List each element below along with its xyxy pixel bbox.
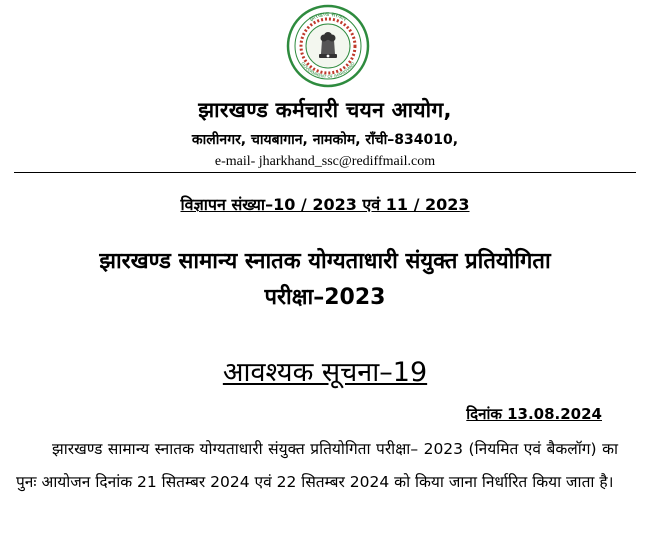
header-divider (14, 172, 636, 173)
organization-address: कालीनगर, चायबागान, नामकोम, राँची–834010, (191, 132, 459, 148)
ashoka-emblem-icon (319, 32, 337, 58)
seal-top-text: झारखण्ड सरकार (308, 10, 348, 24)
seal-bottom-text: GOVERNMENT OF JHARKHAND (300, 61, 356, 80)
exam-title-line-1: झारखण्ड सामान्य स्नातक योग्यताधारी संयुक्त प्रतियोगिता (99, 249, 551, 274)
notice-body: झारखण्ड सामान्य स्नातक योग्यताधारी संयुक्त प्रतियोगिता परीक्षा– 2023 (नियमित एवं बैकलॉग) का पुनः आयोजन दिनांक 21 सितम्बर 2024 एवं 22 सितम्बर 2024 को किया जाना निर्धारित किया जाता है। (16, 440, 618, 491)
exam-title-line-2: परीक्षा–2023 (264, 285, 386, 310)
organization-name: झारखण्ड कर्मचारी चयन आयोग, (198, 98, 452, 122)
jharkhand-government-seal (286, 4, 370, 88)
notice-heading: आवश्यक सूचना–19 (222, 357, 428, 388)
advertisement-number: विज्ञापन संख्या–10 / 2023 एवं 11 / 2023 (180, 195, 470, 214)
organization-email: e-mail- jharkhand_ssc@rediffmail.com (214, 154, 436, 169)
notice-date: दिनांक 13.08.2024 (466, 405, 602, 423)
